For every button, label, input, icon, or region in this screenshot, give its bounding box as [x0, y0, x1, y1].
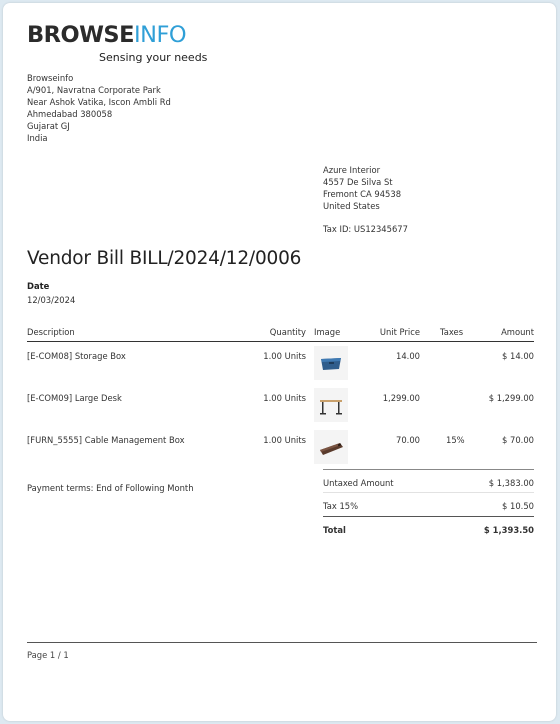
vendor-address: [323, 164, 401, 212]
column-header-unit-price: Unit Price: [379, 327, 420, 337]
totals-row-divider: [323, 492, 534, 493]
line-unit-price: 14.00: [396, 351, 420, 361]
bill-title: Vendor Bill BILL/2024/12/0006: [27, 248, 302, 269]
line-amount: $ 70.00: [502, 435, 534, 445]
page-number: Page 1 / 1: [27, 650, 69, 660]
company-address-line: Ahmedabad 380058: [27, 109, 113, 119]
document-page: [3, 3, 556, 721]
total-label: Total: [323, 525, 346, 535]
company-address: [27, 72, 171, 144]
column-header-amount: Amount: [501, 327, 534, 337]
company-address-line: Near Ashok Vatika, Iscon Ambli Rd: [27, 97, 171, 107]
date-label: Date: [27, 281, 50, 291]
vendor-address-line: Fremont CA 94538: [323, 189, 402, 199]
line-description: [E-COM08] Storage Box: [27, 351, 126, 361]
untaxed-amount-value: $ 1,383.00: [488, 478, 534, 488]
line-unit-price: 70.00: [396, 435, 420, 445]
footer-divider: [27, 642, 537, 643]
column-header-quantity: Quantity: [269, 327, 306, 337]
line-quantity: 1.00 Units: [263, 435, 306, 445]
payment-terms: Payment terms: End of Following Month: [27, 483, 194, 493]
company-address-line: A/901, Navratna Corporate Park: [27, 85, 161, 95]
column-header-image: Image: [314, 327, 341, 337]
company-address-line: Gujarat GJ: [27, 121, 70, 131]
logo-tagline: Sensing your needs: [99, 51, 208, 64]
total-value: $ 1,393.50: [483, 525, 534, 535]
vendor-address-line: United States: [323, 201, 380, 211]
totals-total-divider: [323, 516, 534, 517]
line-quantity: 1.00 Units: [263, 393, 306, 403]
tax-value: $ 10.50: [502, 501, 534, 511]
vendor-address-line: Azure Interior: [323, 165, 381, 175]
vendor-tax-id: Tax ID: US12345677: [323, 224, 408, 234]
logo-brand-part1: BROWSE: [27, 22, 134, 48]
line-quantity: 1.00 Units: [263, 351, 306, 361]
line-taxes: 15%: [446, 435, 465, 445]
cable-box-image: [314, 430, 348, 464]
line-unit-price: 1,299.00: [382, 393, 420, 403]
totals-top-divider: [323, 469, 534, 470]
vendor-address-line: 4557 De Silva St: [323, 177, 393, 187]
table-header-divider: [27, 341, 534, 342]
storage-box-image: [314, 346, 348, 380]
line-description: [FURN_5555] Cable Management Box: [27, 435, 185, 445]
untaxed-amount-label: Untaxed Amount: [323, 478, 394, 488]
company-address-line: Browseinfo: [27, 73, 74, 83]
column-header-description: Description: [27, 327, 75, 337]
column-header-taxes: Taxes: [440, 327, 464, 337]
large-desk-image: [314, 388, 348, 422]
date-value: 12/03/2024: [27, 295, 76, 305]
company-logo: [27, 22, 208, 68]
logo-brand-part2: INFO: [134, 22, 187, 48]
tax-label: Tax 15%: [323, 501, 359, 511]
line-amount: $ 14.00: [502, 351, 534, 361]
line-description: [E-COM09] Large Desk: [27, 393, 122, 403]
company-address-line: India: [27, 133, 48, 143]
line-amount: $ 1,299.00: [488, 393, 534, 403]
